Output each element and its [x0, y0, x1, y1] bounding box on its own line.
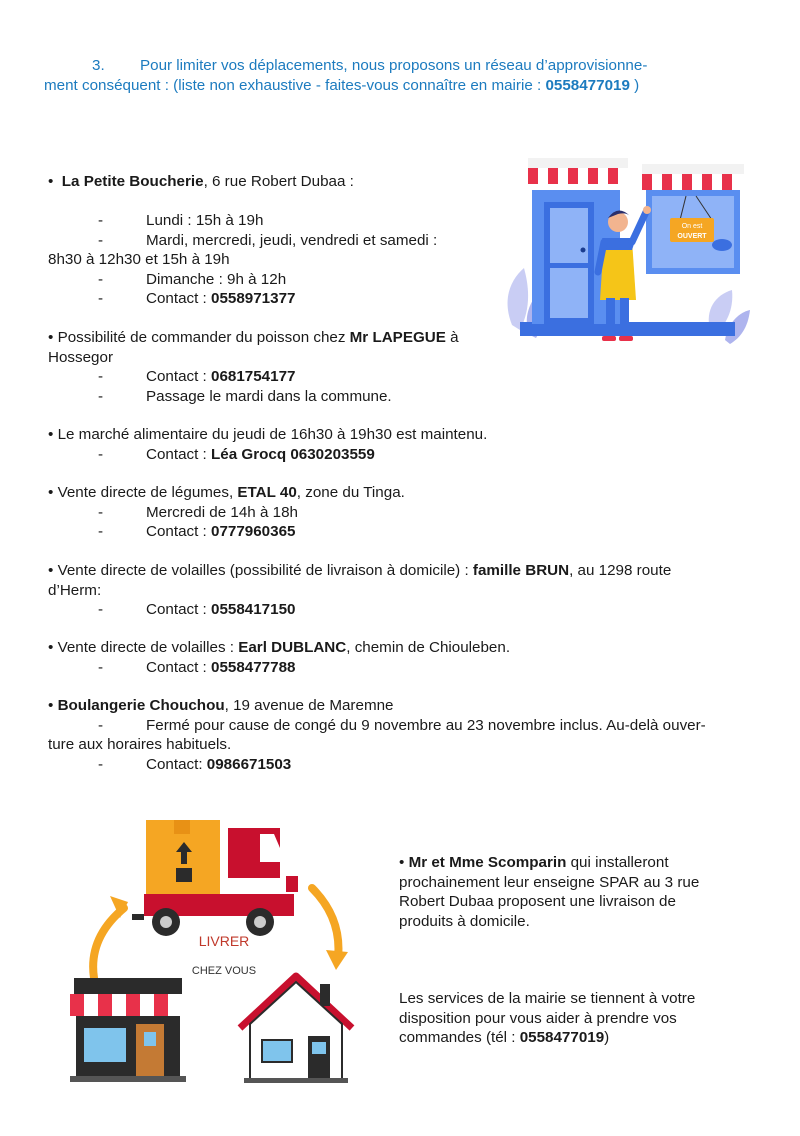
poisson-city: Hossegor — [48, 348, 113, 366]
dash: - — [98, 368, 104, 385]
poisson-text-end: à — [445, 329, 459, 346]
intro-paragraph — [44, 56, 744, 95]
brun-text: Vente directe de volailles (possibilité de livraison à domicile) : — [57, 562, 473, 579]
legumes-text-end: , zone du Tinga. — [296, 484, 405, 501]
dash: - — [98, 755, 104, 773]
brun-name: famille BRUN — [472, 562, 570, 579]
livrer-label: LIVRER — [198, 933, 250, 949]
open-sign-line2: OUVERT — [677, 233, 707, 240]
brun-text-end: , au 1298 route — [569, 562, 672, 579]
bullet: • — [399, 854, 405, 871]
bullet: • — [48, 697, 54, 714]
boucherie-phone: 0558971377 — [211, 290, 296, 307]
house-icon — [240, 976, 352, 1083]
bullet: • — [48, 484, 54, 501]
brun-line2: d’Herm: — [48, 581, 102, 599]
bullet: • — [48, 173, 54, 190]
boulangerie-address: , 19 avenue de Maremne — [224, 697, 394, 714]
boucherie-semaine-2: 8h30 à 12h30 et 15h à 19h — [48, 251, 230, 268]
bullet: • — [48, 426, 54, 443]
bullet: • — [48, 562, 54, 579]
shop-illustration — [500, 150, 750, 355]
poisson-name: Mr LAPEGUE — [349, 329, 446, 346]
legumes-hours: Mercredi de 14h à 18h — [146, 503, 298, 521]
poisson-phone: 0681754177 — [211, 368, 296, 385]
legumes-name: ETAL 40 — [237, 484, 297, 501]
dash: - — [98, 231, 104, 249]
legumes-phone: 0777960365 — [211, 523, 296, 540]
dublanc-phone: 0558477788 — [211, 658, 296, 676]
dash: - — [98, 716, 104, 734]
delivery-illustration — [60, 818, 360, 1088]
mairie-phone: 0558477019 — [519, 1029, 605, 1046]
arrow-left — [93, 908, 124, 978]
shop-awning-right — [642, 164, 744, 190]
volailles-dublanc-section — [48, 638, 748, 677]
scomparin-paragraph — [399, 853, 729, 931]
boulangerie-ferme-1: Fermé pour cause de congé du 9 novembre au 23 novembre inclus. Au-delà ouver- — [146, 716, 706, 734]
boulangerie-phone: 0986671503 — [206, 755, 292, 773]
boulangerie-name: Boulangerie Chouchou — [57, 697, 225, 714]
arrow-right — [312, 888, 338, 958]
volailles-brun-section — [48, 561, 748, 620]
marche-section — [48, 425, 748, 464]
dublanc-name: Earl DUBLANC — [238, 639, 347, 656]
intro-line1: Pour limiter vos déplacements, nous proposons un réseau d’approvisionne- — [140, 57, 648, 74]
dash: - — [98, 270, 104, 288]
mairie-text: Les services de la mairie se tiennent à votre disposition pour vous aider à prendre vos commandes (tél : — [399, 990, 696, 1046]
intro-phone: 0558477019 — [545, 76, 630, 94]
chez-vous-label: CHEZ VOUS — [191, 965, 257, 977]
legumes-text: Vente directe de légumes, — [57, 484, 238, 501]
contact-label: Contact : — [146, 290, 211, 307]
mairie-paragraph — [399, 989, 729, 1048]
contact-label: Contact : — [146, 601, 211, 618]
contact-label: Contact: — [146, 755, 207, 773]
boucherie-dimanche: Dimanche : 9h à 12h — [146, 270, 287, 288]
contact-label: Contact : — [146, 658, 211, 676]
marche-text: Le marché alimentaire du jeudi de 16h30 à 19h30 est maintenu. — [57, 426, 488, 443]
dash: - — [98, 503, 104, 521]
intro-line2-end: ) — [629, 76, 640, 94]
bullet: • — [48, 329, 54, 346]
boucherie-lundi: Lundi : 15h à 19h — [146, 212, 264, 229]
legumes-section — [48, 483, 748, 542]
dublanc-text-end: , chemin de Chiouleben. — [346, 639, 511, 656]
boucherie-address: , 6 rue Robert Dubaa : — [203, 173, 354, 190]
open-sign-line1: On est — [681, 223, 703, 230]
brun-phone: 0558417150 — [211, 601, 296, 618]
boucherie-name: La Petite Boucherie — [61, 173, 204, 190]
dash: - — [98, 523, 104, 540]
delivery-truck — [132, 820, 298, 936]
boulangerie-ferme-2: ture aux horaires habituels. — [48, 736, 232, 753]
scomparin-text: qui installeront prochainement leur enseigne SPAR au 3 rue Robert Dubaa proposent une livraison de produits à domicile. — [399, 854, 700, 930]
marche-contact: Léa Grocq 0630203559 — [211, 445, 375, 463]
boulangerie-section — [48, 696, 748, 774]
intro-line2: ment conséquent : (liste non exhaustive - faites-vous connaître en mairie : — [44, 76, 546, 94]
poisson-passage: Passage le mardi dans la commune. — [146, 387, 392, 405]
contact-label: Contact : — [146, 445, 211, 463]
mairie-text-end: ) — [604, 1029, 610, 1046]
dash: - — [98, 445, 104, 463]
contact-label: Contact : — [146, 523, 211, 540]
contact-label: Contact : — [146, 368, 211, 385]
store-icon — [70, 978, 186, 1082]
dublanc-text: Vente directe de volailles : — [57, 639, 239, 656]
boucherie-semaine-1: Mardi, mercredi, jeudi, vendredi et samedi : — [146, 231, 438, 249]
scomparin-name: Mr et Mme Scomparin — [408, 854, 567, 871]
dash: - — [98, 658, 104, 676]
shop-awning-left — [528, 158, 628, 188]
bullet: • — [48, 639, 54, 656]
dash: - — [98, 387, 104, 405]
intro-number: 3. — [92, 57, 105, 74]
poisson-text: Possibilité de commander du poisson chez — [57, 329, 350, 346]
dash: - — [98, 290, 104, 307]
dash: - — [98, 601, 104, 618]
dash: - — [98, 212, 104, 229]
